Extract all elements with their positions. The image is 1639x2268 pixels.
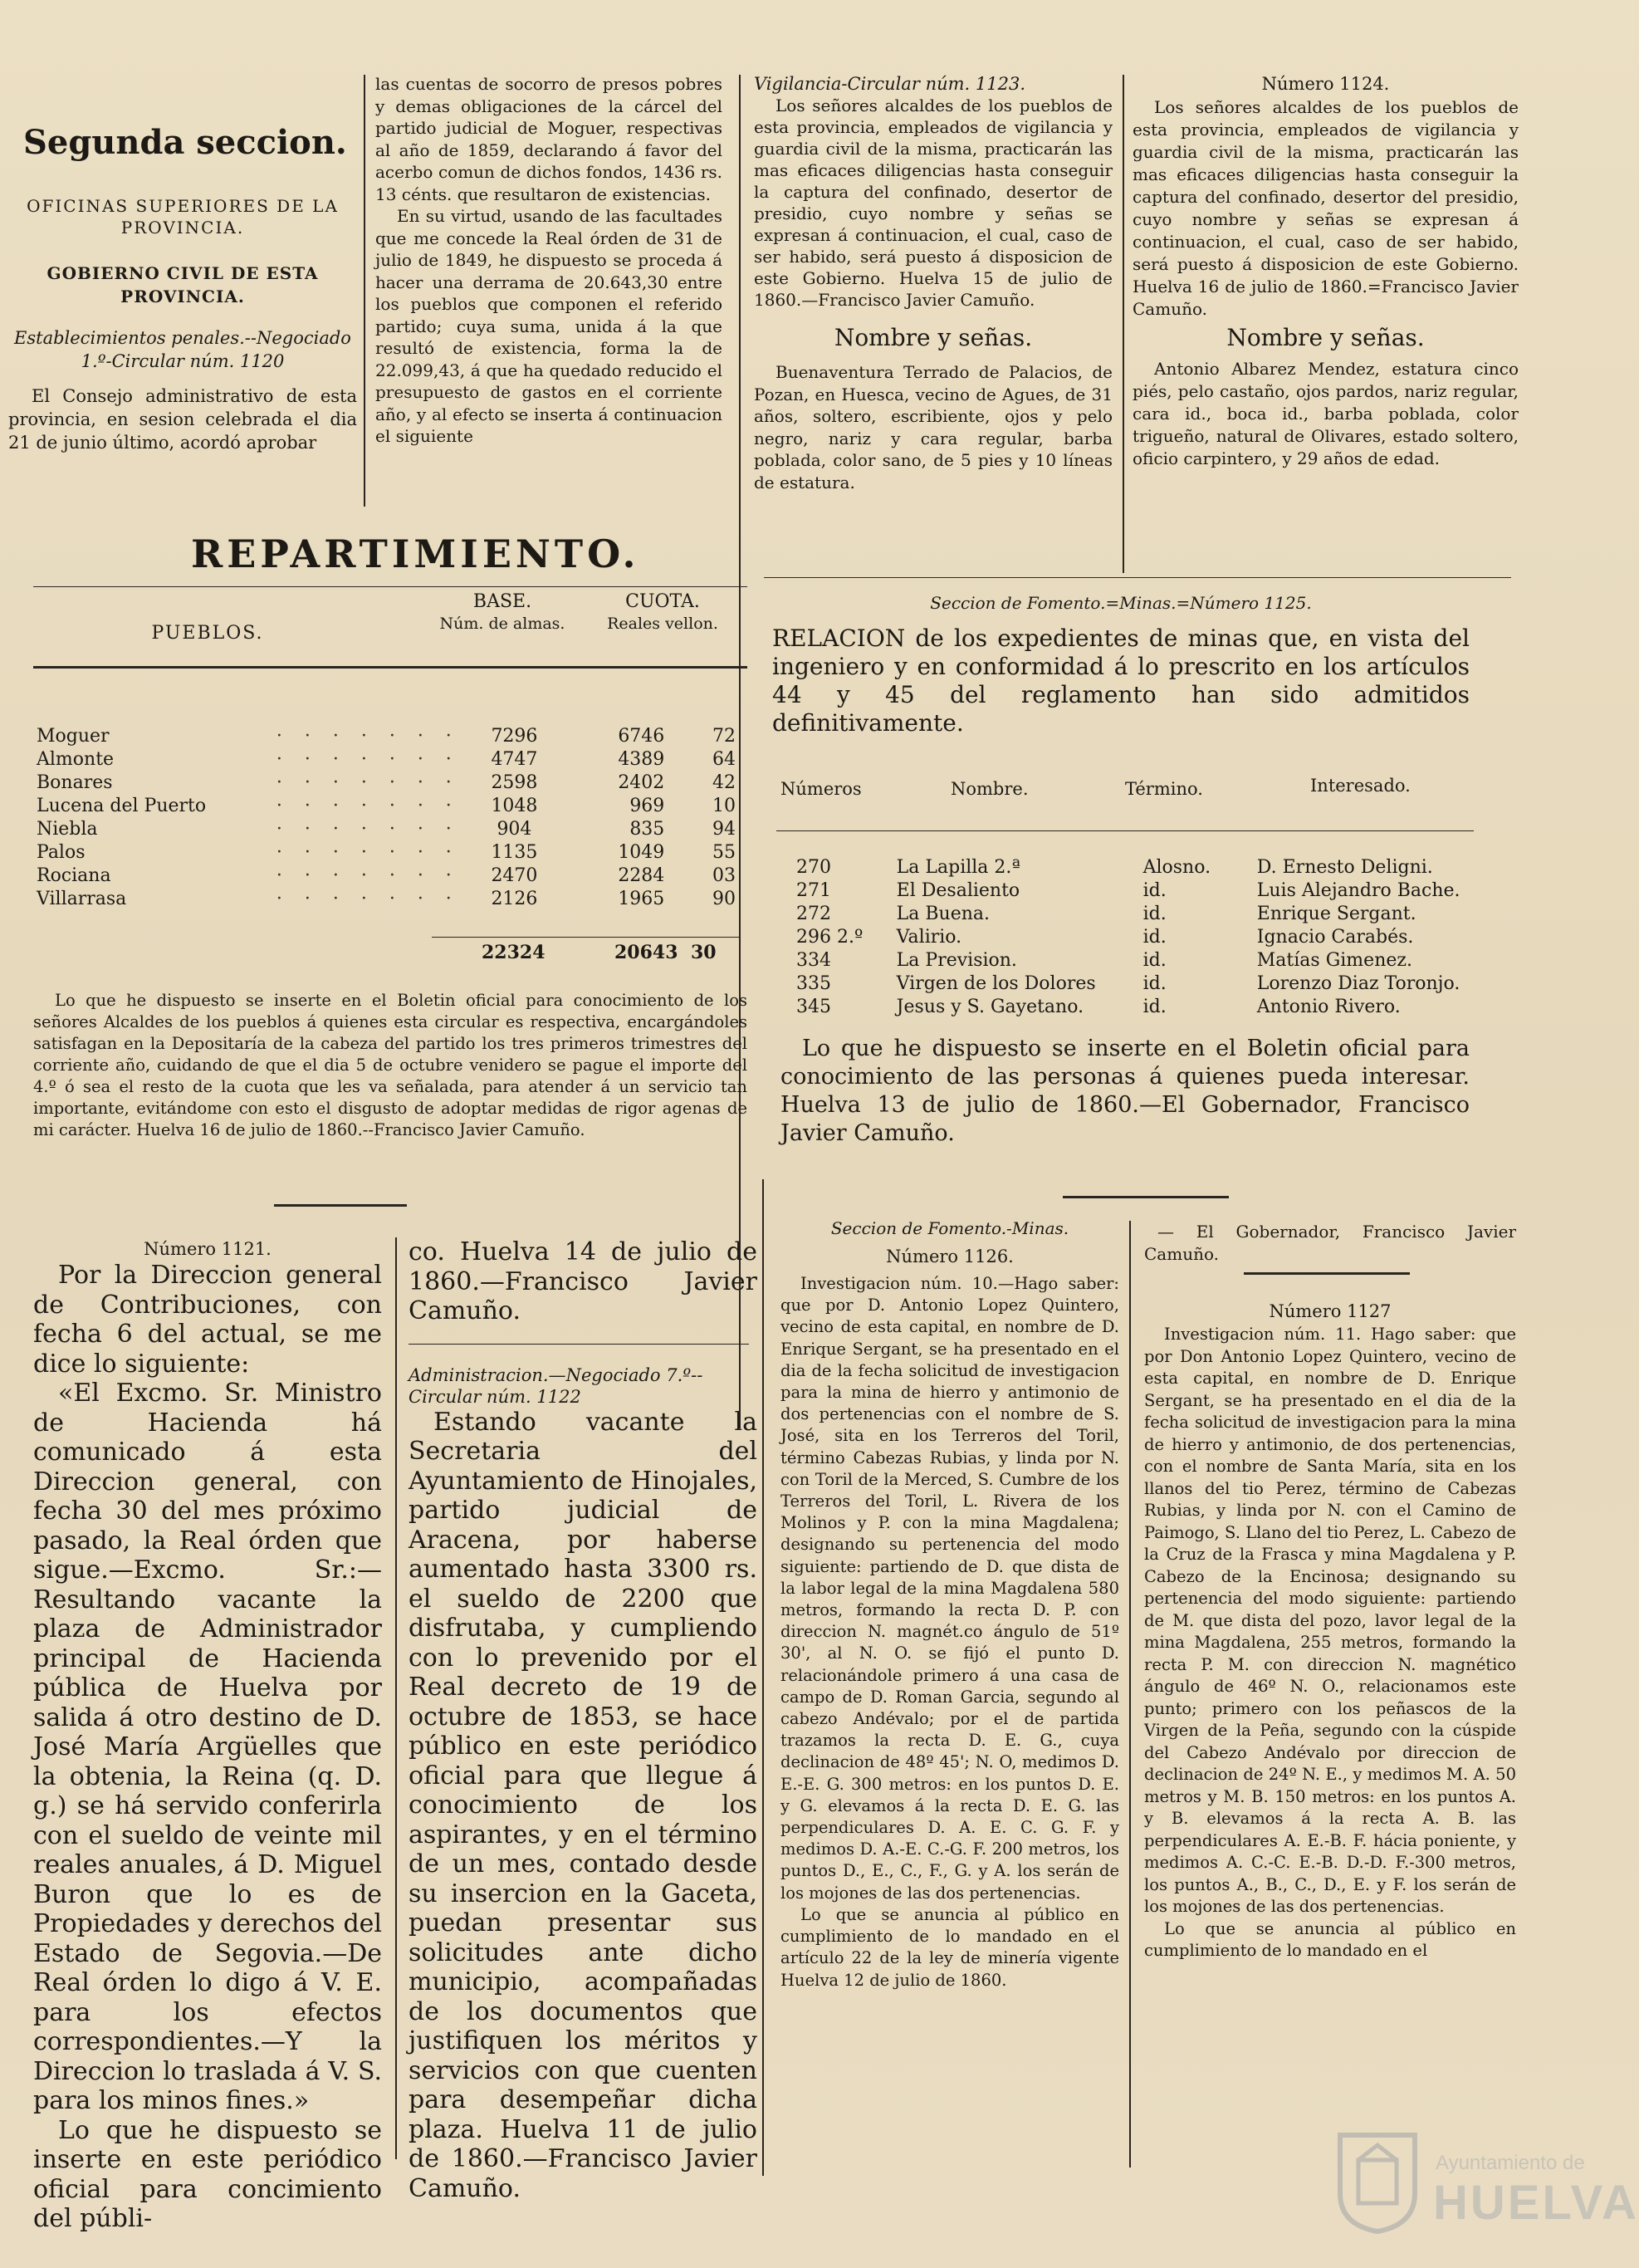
circular-1123-heading: Vigilancia-Circular núm. 1123. (754, 74, 1026, 94)
cell-termino: id. (1142, 903, 1167, 924)
cell-interesado: Enrique Sergant. (1256, 903, 1416, 924)
number-1124-heading: Número 1124. (1261, 74, 1390, 94)
cell-termino: id. (1142, 972, 1167, 994)
cell-reales: 1965 (618, 888, 665, 909)
leader-dots: · · · · · · · (276, 795, 460, 816)
cell-nombre: La Lapilla 2.ª (896, 856, 1020, 878)
cell-num: 335 (796, 972, 831, 994)
cell-interesado: Lorenzo Diaz Toronjo. (1256, 972, 1460, 994)
mines-header-rule (776, 830, 1474, 831)
leader-dots: · · · · · · · (276, 865, 460, 886)
cell-num: 270 (796, 856, 831, 878)
government-title: GOBIERNO CIVIL DE ESTA PROVINCIA. (46, 263, 319, 306)
cell-reales: 2284 (618, 865, 665, 886)
table-row (793, 995, 1474, 1018)
mines-table (793, 855, 1474, 1018)
section-divider (1063, 1196, 1229, 1198)
cell-almas: 4747 (491, 748, 538, 770)
cell-pueblo: Rociana (37, 865, 111, 886)
cell-nombre: La Prevision. (896, 949, 1017, 971)
city-crest-icon (1332, 2127, 1423, 2235)
title-underline (33, 586, 747, 587)
number-1124-body: Los señores alcaldes de los pueblos de esta provincia, empleados de vigilancia y guardia civil de la misma, practicarán las mas eficaces diligencias hasta conseguir la captura del confinado, desertor del presidio, cuyo nombre y señas se expresan á continuacion, el cual, caso de ser habido, será puesto á disposicion de este Gobierno. Huelva 16 de julio de 1860.=Francisco Javier Camuño. (1133, 97, 1519, 319)
column-rule (1123, 75, 1124, 573)
section-title: Segunda seccion. (23, 123, 347, 162)
signs-title: Nombre y señas. (834, 324, 1033, 351)
repartimiento-title: REPARTIMIENTO. (191, 531, 640, 576)
number-1121-closing: Lo que he dispuesto se inserte en este periódico oficial para concimiento del públi- (33, 2115, 382, 2233)
header-rule (33, 666, 747, 669)
cell-pueblo: Almonte (37, 748, 115, 770)
cell-pueblo: Lucena del Puerto (37, 795, 207, 816)
divider (409, 1344, 749, 1345)
cell-pueblo: Niebla (37, 818, 98, 840)
cell-termino: Alosno. (1142, 856, 1211, 878)
cell-nombre: Virgen de los Dolores (896, 972, 1096, 994)
cell-cents: 03 (712, 865, 736, 886)
cuota-header: CUOTA. (625, 591, 700, 612)
cell-cents: 10 (712, 795, 736, 816)
cell-num: 345 (796, 996, 831, 1017)
number-1126-section (780, 1217, 1119, 2180)
number-1127-closing: Lo que se anuncia al público en cumplimiento de lo mandado en el (1144, 1918, 1516, 1960)
table-row (33, 724, 739, 747)
cell-cents: 64 (712, 748, 736, 770)
number-1126-closing: Lo que se anuncia al público en cumplimiento de lo mandado en el artículo 22 de la ley de minería vigente Huelva 12 de julio de 1860. (780, 1904, 1119, 1990)
cell-termino: id. (1142, 879, 1167, 901)
table-row (33, 840, 739, 864)
number-1127-heading: Número 1127 (1269, 1301, 1392, 1321)
column3-top (754, 73, 1113, 555)
circular-1120-body: El Consejo administrativo de esta provincia, en sesion celebrada el dia 21 de junio último, acordó aprobar (8, 386, 357, 453)
repartimiento-closing (33, 990, 747, 1148)
circular-1122-body: Estando vacante la Secretaria del Ayuntamiento de Hinojales, partido judicial de Aracena, por haberse aumentado hasta 3300 rs. el sueldo de 2200 que disfrutaba, y cumpliendo con lo prevenido por el Real decreto de 19 de octubre de 1853, se hace público en este periódico oficial para que llegue á conocimiento de los aspirantes, y en el término de un mes, contado desde su insercion en la Gaceta, puedan presentar sus solicitudes ante dicho municipio, acompañadas de los documentos que justifiquen los méritos y servicios con que cuenten para desempeñar dicha plaza. Huelva 11 de julio de 1860.—Francisco Javier Camuño. (409, 1407, 757, 2203)
table-row (793, 879, 1474, 902)
cell-almas: 1135 (491, 841, 538, 863)
total-rule (432, 937, 739, 938)
cell-reales: 2402 (618, 772, 665, 793)
cell-cents: 90 (712, 888, 736, 909)
cell-almas: 2598 (491, 772, 538, 793)
offices-title: OFICINAS SUPERIORES DE LA PROVINCIA. (27, 196, 339, 238)
number-1121-continuation: co. Huelva 14 de julio de 1860.—Francisco Javier Camuño. (409, 1237, 757, 1325)
cell-nombre: La Buena. (896, 903, 991, 924)
cell-almas: 904 (497, 818, 532, 840)
cell-termino: id. (1142, 996, 1167, 1017)
cell-almas: 2126 (491, 888, 538, 909)
base-subheader: Núm. de almas. (439, 615, 565, 633)
leader-dots: · · · · · · · (276, 748, 460, 770)
cell-reales: 4389 (618, 748, 665, 770)
number-1121-section (33, 1237, 382, 2233)
table-row (793, 855, 1474, 879)
col-nombre: Nombre. (951, 779, 1029, 799)
column-rule (762, 1179, 764, 2176)
derrama-paragraph: En su virtud, usando de las facultades que me concede la Real órden de 31 de julio de 1849, he dispuesto se proceda á hacer una derrama de 20.643,30 entre los pueblos que componen el referido partido; cuya suma, unida á la que resultó de existencia, forma la de 22.099,43, á que ha quedado reducido el presupuesto de gastos en el corriente año, y al efecto se inserta á continuacion el siguiente (375, 206, 722, 446)
cell-termino: id. (1142, 926, 1167, 948)
watermark-line2: HUELVA (1433, 2176, 1639, 2230)
table-row (33, 864, 739, 887)
cell-cents: 42 (712, 772, 736, 793)
leader-dots: · · · · · · · (276, 772, 460, 793)
cell-nombre: El Desaliento (896, 879, 1020, 901)
cell-num: 296 2.º (796, 926, 864, 948)
cell-pueblo: Villarrasa (37, 888, 127, 909)
cell-pueblo: Palos (37, 841, 86, 863)
table-row (33, 887, 739, 910)
leader-dots: · · · · · · · (276, 725, 460, 747)
minas-1125-closing: Lo que he dispuesto se inserte en el Boletin oficial para conocimiento de las personas á quienes pueda interesar. Huelva 13 de julio de 1860.—El Gobernador, Francisco Javier Camuño. (780, 1036, 1470, 1146)
column-rule (395, 1237, 397, 2159)
fomento-minas-heading: Seccion de Fomento.-Minas. (830, 1218, 1069, 1238)
number-1126-body: Investigacion núm. 10.—Hago saber: que por D. Antonio Lopez Quintero, vecino de esta capital, en nombre de D. Enrique Sergant, se ha presentado en el dia de la fecha solicitud de investigacion para la mina de hierro y antimonio de dos pertenencias con el nombre de S. José, sita en los Terreros del Toril, término Cabezas Rubias, y linda por N. con Toril de la Merced, S. Cumbre de los Terreros del Toril, L. Rivera de los Molinos y P. con la mina Magdalena; designando su pertenencia del modo siguiente: partiendo de D. que dista de la labor legal de la mina Magdalena 580 metros, formando la recta D. P. con direccion N. magnét.co ángulo de 51º 30', al N. O. se fijó el punto D. relacionándole primero á una casa de campo de D. Roman Garcia, segundo al cabezo Andévalo; por el de partida trazamos la recta D. E. G., cuya declinacion de 48º 45'; N. O, medimos D. E.-E. G. 300 metros: en los puntos D. E. y G. elevamos á la recta D. E. G. las perpendiculares D. A. E. C. G. F. y medimos D. A.-E. C.-G. F. 200 metros, los puntos D., E., C., F., G. y A. los serán de los mojones de las dos pertenencias. (780, 1274, 1119, 1903)
circular-1120-heading: Establecimientos penales.--Negociado 1.º-Circular núm. 1120 (14, 328, 351, 371)
governor-signature: — El Gobernador, Francisco Javier Camuño. (1144, 1222, 1516, 1264)
number-1127-body: Investigacion núm. 11. Hago saber: que por Don Antonio Lopez Quintero, vecino de esta capital, en nombre de D. Enrique Sergant, se ha presentado en el dia de la fecha solicitud de investigacion para la mina de hierro y antimonio, de dos pertenencias, con el nombre de Santa María, sita en los llanos del tio Perez, término de Cabezas Rubias, y linda por N. con el Camino de Paimogo, S. Llano del tio Perez, L. Cabezo de la Cruz de la Frasca y mina Magdalena y P. Cabezo de la Encinosa; designando su pertenencia del modo siguiente: partiendo de M. que dista del pozo, lavor legal de la mina Magdalena, 255 metros, formando la recta P. M. con direccion N. magnético ángulo de 46º N. O., relacionamos este punto; primero con los peñascos de la Virgen de la Peña, segundo con la cúspide del Cabezo Andévalo por direccion de declinacion de 24º N. E., y medimos M. A. 50 metros y M. B. 150 metros: en los puntos A. y B. elevamos á la recta A. B. las perpendiculares A. E.-B. F. hácia poniente, y medimos A. C.-C. E.-B. D.-D. F.-300 metros, los puntos A., B., C., D., E. y F. los serán de los mojones de las dos pertenencias. (1144, 1325, 1516, 1916)
cell-reales: 969 (629, 795, 665, 816)
base-header: BASE. (472, 591, 532, 612)
cell-pueblo: Moguer (37, 725, 110, 747)
accounts-paragraph: las cuentas de socorro de presos pobres y demas obligaciones de la cárcel del partido judicial de Moguer, respectivas al año de 1859, declarando á favor del acerbo comun de dichos fondos, 1436 rs. 13 cénts. que resultaron de existencias. (375, 74, 722, 204)
leader-dots: · · · · · · · (276, 818, 460, 840)
left-column-top (8, 116, 357, 490)
cell-almas: 7296 (491, 725, 538, 747)
cell-interesado: Matías Gimenez. (1256, 949, 1412, 971)
circular-1122-heading: Administracion.—Negociado 7.º--Circular núm. 1122 (409, 1364, 703, 1407)
number-1127-section (1144, 1221, 1516, 2184)
watermark-line1: Ayuntamiento de (1436, 2152, 1585, 2174)
col-termino: Término. (1125, 779, 1203, 799)
cell-cents: 94 (712, 818, 736, 840)
cell-termino: id. (1142, 949, 1167, 971)
cell-cents: 55 (712, 841, 736, 863)
cell-reales: 1049 (618, 841, 665, 863)
number-1121-intro: Por la Direccion general de Contribuciones, con fecha 6 del actual, se me dice lo siguiente: (33, 1261, 382, 1379)
cell-num: 272 (796, 903, 831, 924)
carpenter-description: Antonio Albarez Mendez, estatura cinco piés, pelo castaño, ojos pardos, nariz regular, cara id., boca id., barba poblada, color trigueño, natural de Olivares, estado soltero, oficio carpintero, y 29 años de edad. (1133, 359, 1519, 468)
column2-top (375, 73, 722, 497)
total-reales: 20643 (614, 942, 678, 963)
section-divider (274, 1204, 407, 1207)
ayuntamiento-watermark (1332, 2127, 1639, 2235)
repartimiento-table (33, 724, 739, 910)
cell-nombre: Valirio. (896, 926, 962, 948)
minas-1125-section (747, 581, 1495, 1154)
table-row (33, 771, 739, 794)
divider (1244, 1272, 1410, 1275)
column2-bottom (409, 1237, 757, 2203)
pueblos-header: PUEBLOS. (151, 623, 264, 644)
table-row (33, 747, 739, 771)
minas-1125-heading: Seccion de Fomento.=Minas.=Número 1125. (930, 593, 1312, 613)
number-1121-heading: Número 1121. (144, 1239, 272, 1259)
number-1121-order: «El Excmo. Sr. Ministro de Hacienda há comunicado á esta Direccion general, con fecha 30 del mes próximo pasado, la Real órden que sigue.—Excmo. Sr.:—Resultando vacante la plaza de Administrador principal de Hacienda pública de Huelva por salida á otro destino de D. José María Argüelles que la obtenia, la Reina (q. D. g.) se há servido conferirla con el sueldo de veinte mil reales anuales, á D. Miguel Buron que lo es de Propiedades y derechos del Estado de Segovia.—De Real órden lo digo á V. E. para los efectos correspondientes.—Y la Direccion lo traslada á V. S. para los minos fines.» (33, 1379, 382, 2115)
table-row (793, 948, 1474, 972)
cell-cents: 72 (712, 725, 736, 747)
cuota-subheader: Reales vellon. (607, 615, 718, 633)
table-row (793, 925, 1474, 948)
total-almas: 22324 (482, 942, 546, 963)
table-row (793, 972, 1474, 995)
cell-almas: 2470 (491, 865, 538, 886)
table-row (793, 902, 1474, 925)
cell-interesado: Luis Alejandro Bache. (1256, 879, 1460, 901)
cell-num: 271 (796, 879, 831, 901)
signs-title-2: Nombre y señas. (1226, 324, 1425, 351)
column-rule (1129, 1221, 1131, 2168)
cell-num: 334 (796, 949, 831, 971)
leader-dots: · · · · · · · (276, 841, 460, 863)
table-row (33, 794, 739, 817)
circular-1123-body: Los señores alcaldes de los pueblos de esta provincia, empleados de vigilancia y guardia civil de la misma, practicarán las mas eficaces diligencias hasta conseguir la captura del confinado, desertor de presidio, cuyo nombre y señas se expresan á continuacion, el cual, caso de ser habido, será puesto á disposicion de este Gobierno. Huelva 15 de julio de 1860.—Francisco Javier Camuño. (754, 96, 1113, 310)
cell-almas: 1048 (491, 795, 538, 816)
cell-interesado: Ignacio Carabés. (1256, 926, 1414, 948)
cell-nombre: Jesus y S. Gayetano. (896, 996, 1084, 1017)
repartimiento-closing-text: Lo que he dispuesto se inserte en el Boletin oficial para conocimiento de los señores Alcaldes de los pueblos á quienes esta circular es respectiva, encargándoles satisfagan en la Depositaría de la cabeza del partido los tres primeros trimestres del corriente año, cuidando de que el dia 5 de octubre venidero se pague el importe del 4.º ó sea el resto de la cuota que les va señalada, para atender á un servicio tan importante, evitándome con esto el disgusto de adoptar medidas de rigor agenas de mi carácter. Huelva 16 de julio de 1860.--Francisco Javier Camuño. (33, 991, 747, 1139)
column-rule (364, 75, 365, 507)
divider (764, 577, 1511, 578)
cell-reales: 835 (629, 818, 665, 840)
cell-pueblo: Bonares (37, 772, 113, 793)
cell-interesado: D. Ernesto Deligni. (1256, 856, 1433, 878)
column4-top (1133, 71, 1519, 561)
col-numeros: Números (780, 779, 862, 799)
cell-interesado: Antonio Rivero. (1256, 996, 1401, 1017)
table-row (33, 817, 739, 840)
repartimiento-section (33, 531, 747, 980)
number-1126-heading: Número 1126. (886, 1247, 1014, 1266)
minas-1125-title: RELACION de los expedientes de minas que, en vista del ingeniero y en conformidad á lo prescrito en los artículos 44 y 45 del reglamento han sido admitidos definitivamente. (772, 625, 1470, 737)
convict-description: Buenaventura Terrado de Palacios, de Pozan, en Huesca, vecino de Agues, de 31 años, soltero, escribiente, ojos y pelo negro, nariz y cara regular, barba poblada, color sano, de 5 pies y 10 líneas de estatura. (754, 362, 1113, 492)
col-interesado: Interesado. (1310, 776, 1411, 796)
total-cents: 30 (691, 942, 717, 963)
leader-dots: · · · · · · · (276, 888, 460, 909)
cell-reales: 6746 (618, 725, 665, 747)
